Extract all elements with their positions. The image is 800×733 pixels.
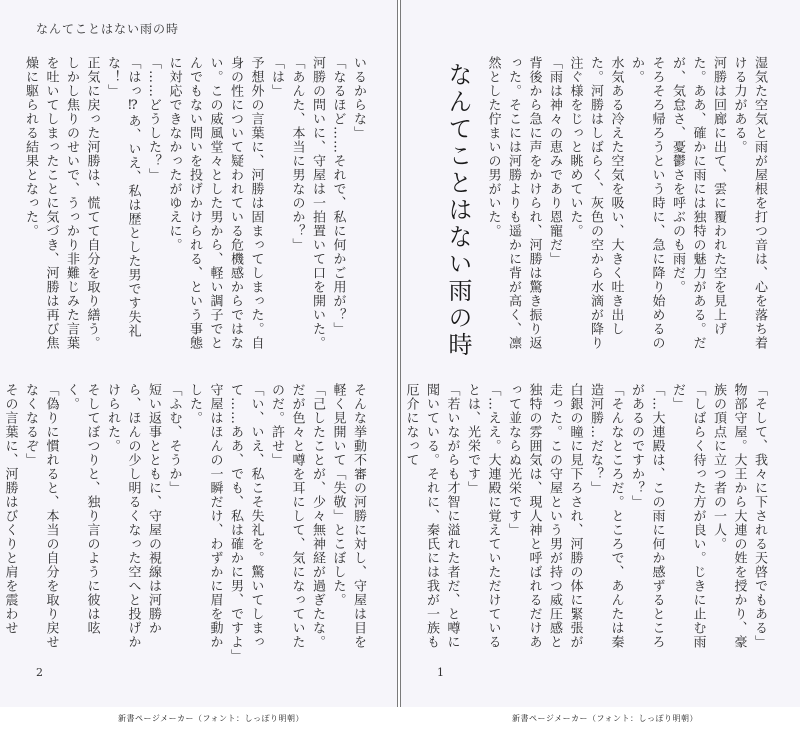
paragraph: 「……どうした？」	[146, 56, 161, 182]
paragraph: いるからな」	[351, 56, 366, 140]
right-page	[400, 0, 800, 707]
paragraph: 予想外の言葉に、河勝は固まってしまった。自身の性について疑われている危機感からではない。この威風堂々とした男から、軽い調子でとんでもない問いを投げかけられる、という事態に対応できなかったがゆえに。	[166, 56, 264, 350]
page-number: 2	[36, 666, 43, 679]
paragraph: 白銀の瞳に見下ろされ、河勝の体に緊張が走った。この守屋という男が持つ威圧感と独特の雰囲気は、現人神と呼ばれるだけあって並ならぬ光栄です」	[506, 383, 583, 649]
paragraph: そしてぼつりと、独り言のように彼は呟く。	[64, 383, 100, 635]
paragraph: 「…ええ。大連殿に覚えていただけているとは、光栄です」	[465, 383, 501, 649]
paragraph: そろそろ帰ろうという時に、急に降り始めるのか。	[629, 56, 665, 350]
paragraph: その言葉に、河勝はびくりと肩を震わせ	[2, 383, 18, 635]
paragraph: 湿気た空気と雨が屋根を打つ音は、心を落ち着ける力がある。	[731, 56, 767, 350]
paragraph: 「雨は神々の恵みであり恩寵だ」	[547, 56, 562, 266]
paragraph: 河勝の問いに、守屋は一拍置いて口を開いた。	[310, 56, 325, 350]
paragraph: 「なるほど……それで、私に何かご用が？」	[330, 56, 346, 336]
page-number: 1	[437, 666, 444, 679]
running-header: なんてことはない雨の時	[36, 22, 180, 36]
paragraph: 「は」	[269, 56, 284, 98]
paragraph: 短い返事とともに、守屋の視線は河勝から、ほんの少し明るくなった空へと投げかけられた。	[105, 383, 161, 649]
paragraph: しかし焦りのせいで、うっかり非難じみた言葉を吐いてしまったことに気づき、河勝は再び焦燥に駆られる結果となった。	[23, 56, 79, 350]
paragraph: 物部守屋。大王から大連の姓を授かり、豪族の頂点に立つ者の一人。	[711, 383, 747, 649]
paragraph: 「しばらく待った方が良い。じきに止む雨だ」	[670, 383, 706, 649]
paragraph: 「あんた、本当に男なのか？」	[289, 56, 305, 252]
paragraph: 河勝は回廊に出て、雲に覆われた空を見上げた。ああ、確かに雨には独特の魅力がある。だが、気怠さ、憂鬱さを呼ぶのも雨だ。	[670, 56, 726, 350]
paragraph: 正気に戻った河勝は、慌てて自分を取り繕う。	[84, 56, 100, 350]
paragraph: そんな挙動不審の河勝に対し、守屋は目を軽く見開いて「失敬」とこぼした。	[330, 383, 366, 649]
footer-credit: 新書ページメーカー（フォント：しっぽり明朝）	[118, 714, 305, 723]
paragraph: 背後から急に声をかけられ、河勝は驚き振り返った。そこには河勝よりも遥かに背が高く、凛然とした佇まいの男がいた。	[485, 56, 542, 350]
paragraph: 「偽りに慣れると、本当の自分を取り戻せなくなるぞ」	[23, 383, 59, 649]
right-page-top-text	[429, 56, 769, 361]
right-page-bottom-text	[403, 383, 769, 660]
left-page-bottom-text	[2, 383, 368, 663]
left-page	[0, 0, 398, 707]
paragraph: 「い、いえ、私こそ失礼を。驚いてしまって……ああ、でも、私は確かに男、ですよ」	[228, 383, 264, 663]
left-page-top-text	[23, 56, 368, 361]
paragraph: 「そして、我々に下される天啓でもある」	[752, 383, 767, 649]
footer-credit: 新書ページメーカー（フォント：しっぽり明朝）	[512, 714, 699, 723]
paragraph: 「はっ⁉あ、いえ、私は歴とした男です失礼な！」	[105, 56, 141, 338]
chapter-title: なんてことはない雨の時	[444, 62, 472, 359]
paragraph: 「若いながらも才智に溢れた者だ、と噂に聞いている。それに、秦氏には我が一族も厄介になって	[403, 383, 460, 649]
paragraph: 「己したことが、少々無神経が過ぎたな。だが色々と噂を耳にして、気になっていたのだ。許せ」	[269, 383, 325, 649]
paragraph: 守屋はほんの一瞬だけ、わずかに眉を動かした。	[187, 383, 223, 649]
paragraph: 「そんなところだ。ところで、あんたは秦造河勝…だな？」	[588, 383, 624, 649]
paragraph: 「ふむ、そうか」	[166, 383, 182, 495]
paragraph: 「…大連殿は、この雨に何か感ずるところがあるのですか？」	[629, 383, 665, 649]
paragraph: 水気ある冷えた空気を吸い、大きく吐き出した。河勝はしばらく、灰色の空から水滴が降り注ぐ様をじっと眺めていた。	[567, 56, 624, 350]
